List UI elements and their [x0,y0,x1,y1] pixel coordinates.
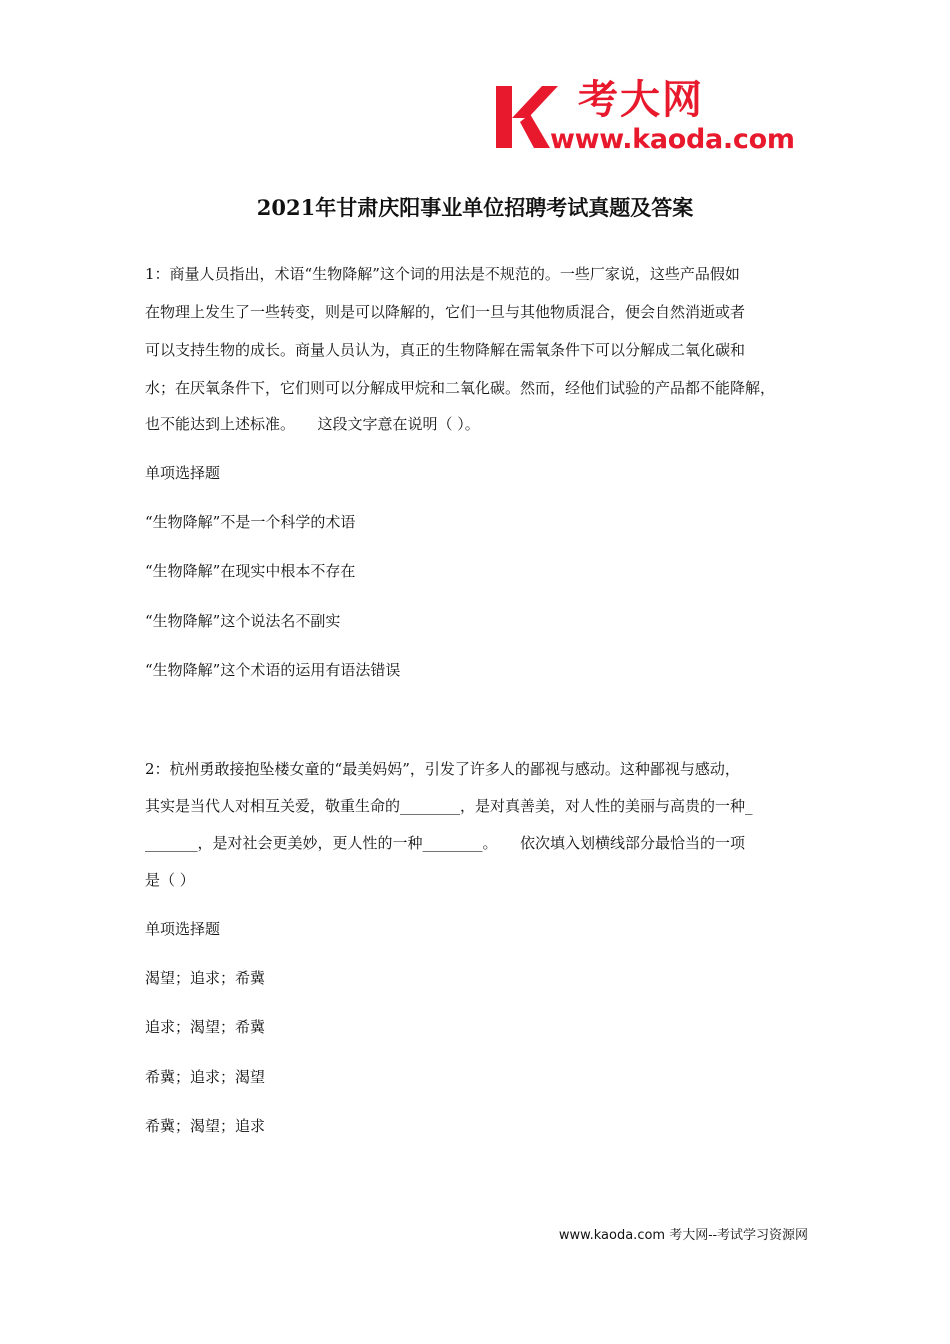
question-2-line-2: 其实是当代人对相互关爱，敬重生命的________，是对真善美，对人性的美丽与高贵的一种_ [145,797,753,815]
question-1-line-1: 1：商量人员指出，术语“生物降解”这个词的用法是不规范的。一些厂家说，这些产品假如 [145,265,740,283]
question-2-line-3: _______，是对社会更美妙，更人性的一种________。 依次填入划横线部分最恰当的一项 [145,834,746,852]
question-2-option: 追求；渴望；希冀 [145,1018,266,1036]
question-2-line-1: 2：杭州勇敢接抱坠楼女童的“最美妈妈”，引发了许多人的鄙视与感动。这种鄙视与感动， [145,760,740,778]
footer-site-text: 考大网--考试学习资源网 [665,1228,808,1243]
question-1-line-3: 可以支持生物的成长。商量人员认为，真正的生物降解在需氧条件下可以分解成二氧化碳和 [145,341,746,359]
question-2-type: 单项选择题 [145,920,221,938]
page-footer [559,1226,808,1246]
question-2-line-4: 是（ ） [145,871,195,889]
question-1-option: “生物降解”在现实中根本不存在 [145,562,356,580]
logo-chinese-text: 考大网 [578,77,704,123]
question-1-line-2: 在物理上发生了一些转变，则是可以降解的，它们一旦与其他物质混合，便会自然消逝或者 [145,303,746,321]
question-1-option: “生物降解”不是一个科学的术语 [145,513,356,531]
question-1-line-4: 水；在厌氧条件下，它们则可以分解成甲烷和二氧化碳。然而，经他们试验的产品都不能降解， [145,379,776,397]
footer-url-link[interactable]: www.kaoda.com [558,1228,666,1243]
page-title: 2021年甘肃庆阳事业单位招聘考试真题及答案 [256,195,694,220]
question-1-option: “生物降解”这个术语的运用有语法错误 [145,661,401,679]
question-1-line-5: 也不能达到上述标准。 这段文字意在说明（ ）。 [145,415,480,433]
question-2-option: 希冀；追求；渴望 [145,1068,266,1086]
logo-url-text: www.kaoda.com [550,124,795,155]
question-1-type: 单项选择题 [145,464,221,482]
kaoda-logo [490,78,810,160]
question-2-option: 渴望；追求；希冀 [145,969,266,987]
question-2-option: 希冀；渴望；追求 [145,1117,266,1135]
question-1-option: “生物降解”这个说法名不副实 [145,612,341,630]
